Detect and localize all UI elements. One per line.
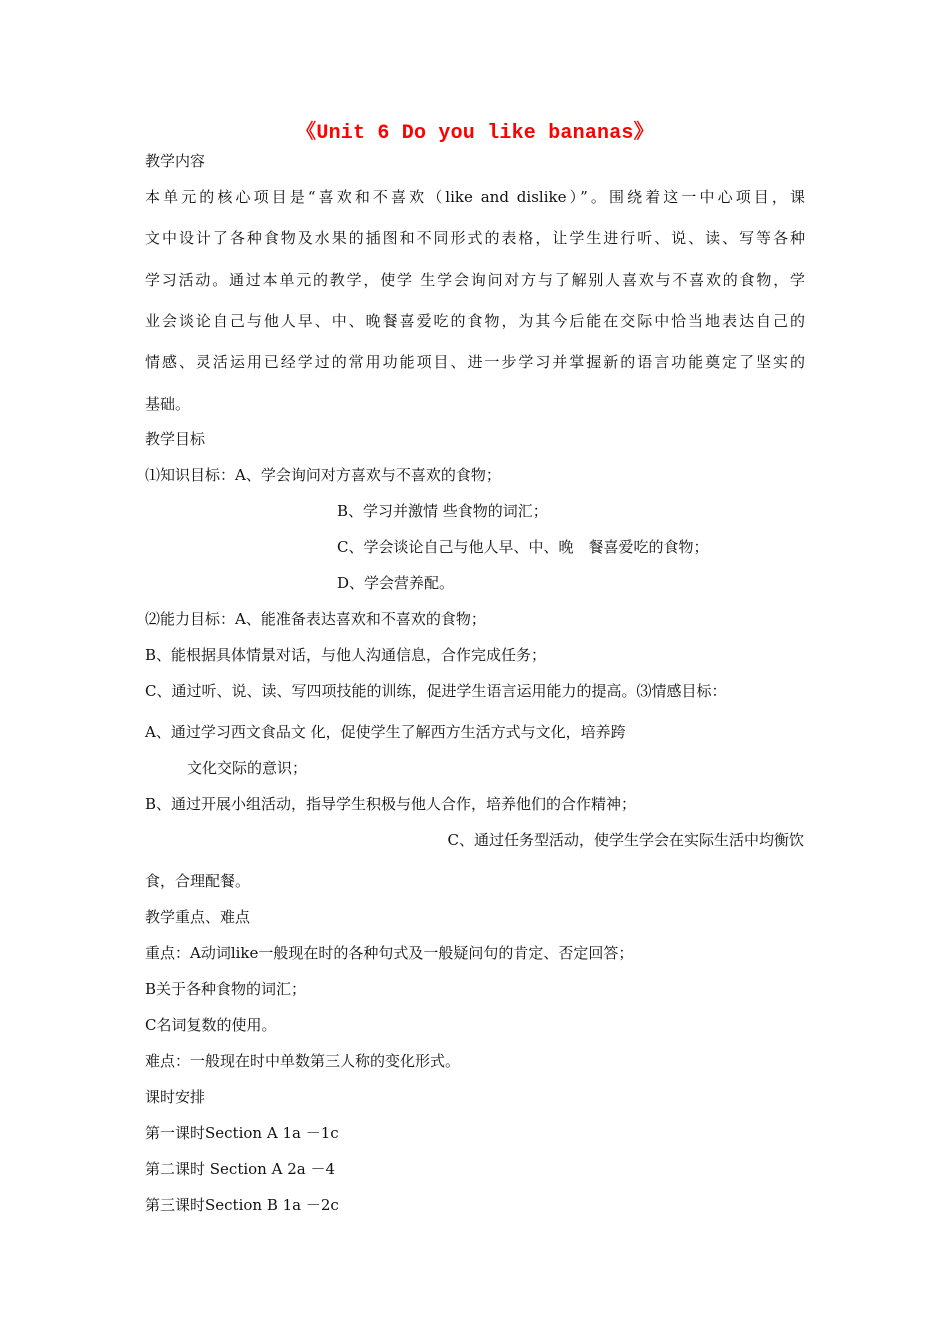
emotion-goal-c: C、通过任务型活动，使学生学会在实际生活中均衡饮 <box>447 831 804 849</box>
content-para-line-4: 业会谈论自己与他人早、中、晚餐喜爱吃的食物，为其今后能在交际中恰当地表达自己的 <box>145 312 805 330</box>
heading-schedule: 课时安排 <box>145 1088 206 1106</box>
content-para-line-6: 基础。 <box>145 395 191 413</box>
content-para-line-3: 学习活动。通过本单元的教学，使学 生学会询问对方与了解别人喜欢与不喜欢的食物，学 <box>145 271 805 289</box>
difficult-point: 难点：一般现在时中单数第三人称的变化形式。 <box>145 1052 461 1070</box>
ability-goal-b: B、能根据具体情景对话，与他人沟通信息，合作完成任务； <box>145 646 547 664</box>
knowledge-goal-b: B、学习并激情 些食物的词汇； <box>337 502 548 520</box>
key-point-b: B关于各种食物的词汇； <box>145 980 307 998</box>
key-point-a: 重点：A动词like一般现在时的各种句式及一般疑问句的肯定、否定回答； <box>145 944 634 962</box>
document-title: 《Unit 6 Do you like bananas》 <box>296 122 654 145</box>
schedule-item-1: 第一课时Section A 1a －1c <box>145 1124 339 1142</box>
content-para-line-2: 文中设计了各种食物及水果的插图和不同形式的表格，让学生进行听、说、读、写等各种 <box>145 229 805 247</box>
emotion-goal-a: A、通过学习西文食品文 化，促使学生了解西方生活方式与文化，培养跨 <box>145 723 626 741</box>
heading-key-points: 教学重点、难点 <box>145 908 251 926</box>
schedule-item-2: 第二课时 Section A 2a －4 <box>145 1160 336 1178</box>
heading-teaching-content: 教学内容 <box>145 152 206 170</box>
schedule-item-3: 第三课时Section B 1a －2c <box>145 1196 339 1214</box>
ability-goal-c: C、通过听、说、读、写四项技能的训练，促进学生语言运用能力的提高。⑶情感目标： <box>145 682 727 700</box>
content-para-line-5: 情感、灵活运用已经学过的常用功能项目、进一步学习并掌握新的语言功能奠定了坚实的 <box>145 353 805 371</box>
knowledge-goal-c: C、学会谈论自己与他人早、中、晚 餐喜爱吃的食物； <box>337 538 709 556</box>
emotion-goal-a-cont: 文化交际的意识； <box>187 759 308 777</box>
content-para-line-1: 本单元的核心项目是“喜欢和不喜欢（like and dislike）”。围绕着这一中心项目，课 <box>145 188 805 206</box>
knowledge-goal-a: ⑴知识目标：A、学会询问对方喜欢与不喜欢的食物； <box>145 466 501 484</box>
key-point-c: C名词复数的使用。 <box>145 1016 277 1034</box>
emotion-goal-c-cont: 食，合理配餐。 <box>145 872 251 890</box>
knowledge-goal-d: D、学会营养配。 <box>337 574 455 592</box>
heading-teaching-goals: 教学目标 <box>145 430 206 448</box>
emotion-goal-b: B、通过开展小组活动，指导学生积极与他人合作，培养他们的合作精神； <box>145 795 637 813</box>
ability-goal-a: ⑵能力目标：A、能准备表达喜欢和不喜欢的食物； <box>145 610 486 628</box>
